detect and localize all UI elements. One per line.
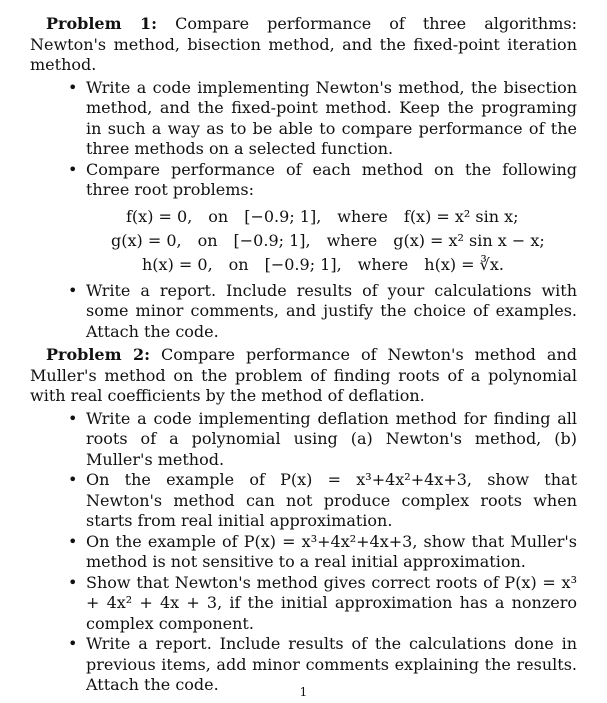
equation-lhs: h(x) = 0, [142, 254, 213, 274]
list-item-text: Write a code implementing Newton's method, the bisection method, and the fixed-point method. Keep the programing in such a way as to be able to compare performance of the three methods on a selected function. [86, 77, 577, 158]
list-item-text: On the example of P(x) = x³+4x²+4x+3, show that Newton's method can not produce complex roots when starts from real initial approximation. [86, 470, 577, 530]
problem-2-intro: Compare performance of Newton's method and Muller's method on the problem of finding roots of a polynomial with real coefficients by the method of deflation. [30, 345, 577, 405]
equation-on: on [197, 230, 218, 250]
list-item-text: Write a report. Include results of the calculations done in previous items, add minor comments explaining the results. Attach the code. [86, 634, 577, 694]
problem-1-intro-paragraph [30, 14, 577, 76]
list-item [68, 408, 577, 471]
bullet-icon: • [68, 159, 78, 179]
list-item [68, 77, 577, 160]
problem-2-heading: Problem 2: [46, 345, 151, 364]
equation-interval: [−0.9; 1], [233, 230, 311, 250]
list-item-text: Compare performance of each method on the following three root problems: [86, 159, 577, 199]
bullet-icon: • [68, 280, 78, 300]
equation-lhs: g(x) = 0, [111, 230, 182, 250]
problem-2 [30, 345, 577, 407]
problem-2-intro-paragraph [30, 345, 577, 407]
problem-2-list [30, 409, 577, 696]
bullet-icon: • [68, 408, 78, 428]
bullet-icon: • [68, 634, 78, 653]
equation-interval: [−0.9; 1], [244, 206, 322, 226]
list-item [68, 572, 577, 635]
problem-1-intro: Compare performance of three algorithms: Newton's method, bisection method, and the fixed-point iteration method. [30, 14, 577, 74]
equation-h [86, 253, 577, 277]
list-item-text: Show that Newton's method gives correct roots of P(x) = x³ + 4x² + 4x + 3, if the initial approximation has a nonzero complex component. [86, 572, 577, 633]
list-item [68, 470, 577, 532]
equation-definition: f(x) = x² sin x; [403, 206, 519, 226]
list-item [68, 280, 577, 343]
list-item [68, 531, 577, 573]
problem-1 [30, 14, 577, 76]
problem-1-heading: Problem 1: [46, 14, 158, 33]
equation-block [86, 205, 577, 277]
bullet-icon: • [68, 572, 78, 592]
equation-where: where [326, 230, 378, 250]
list-item-text: On the example of P(x) = x³+4x²+4x+3, show that Muller's method is not sensitive to a real initial approximation. [86, 531, 577, 571]
equation-lhs: f(x) = 0, [126, 206, 193, 226]
problem-1-list [30, 78, 577, 343]
equation-interval: [−0.9; 1], [264, 254, 342, 274]
equation-where: where [337, 206, 388, 226]
list-item-text: Write a code implementing deflation method for finding all roots of a polynomial using (a) Newton's method, (b) Muller's method. [86, 408, 577, 469]
page-number: 1 [299, 685, 308, 699]
list-item [68, 159, 577, 277]
equation-where: where [357, 254, 409, 274]
bullet-icon: • [68, 531, 78, 551]
equation-on: on [208, 206, 229, 226]
bullet-icon: • [68, 470, 78, 489]
bullet-icon: • [68, 77, 78, 97]
equation-on: on [228, 254, 249, 274]
equation-g [86, 229, 577, 253]
list-item-text: Write a report. Include results of your calculations with some minor comments, and justify the choice of examples. Attach the code. [86, 280, 577, 341]
equation-definition: g(x) = x² sin x − x; [393, 230, 545, 250]
equation-f [86, 205, 577, 229]
equation-definition: h(x) = ∛x. [424, 254, 504, 274]
